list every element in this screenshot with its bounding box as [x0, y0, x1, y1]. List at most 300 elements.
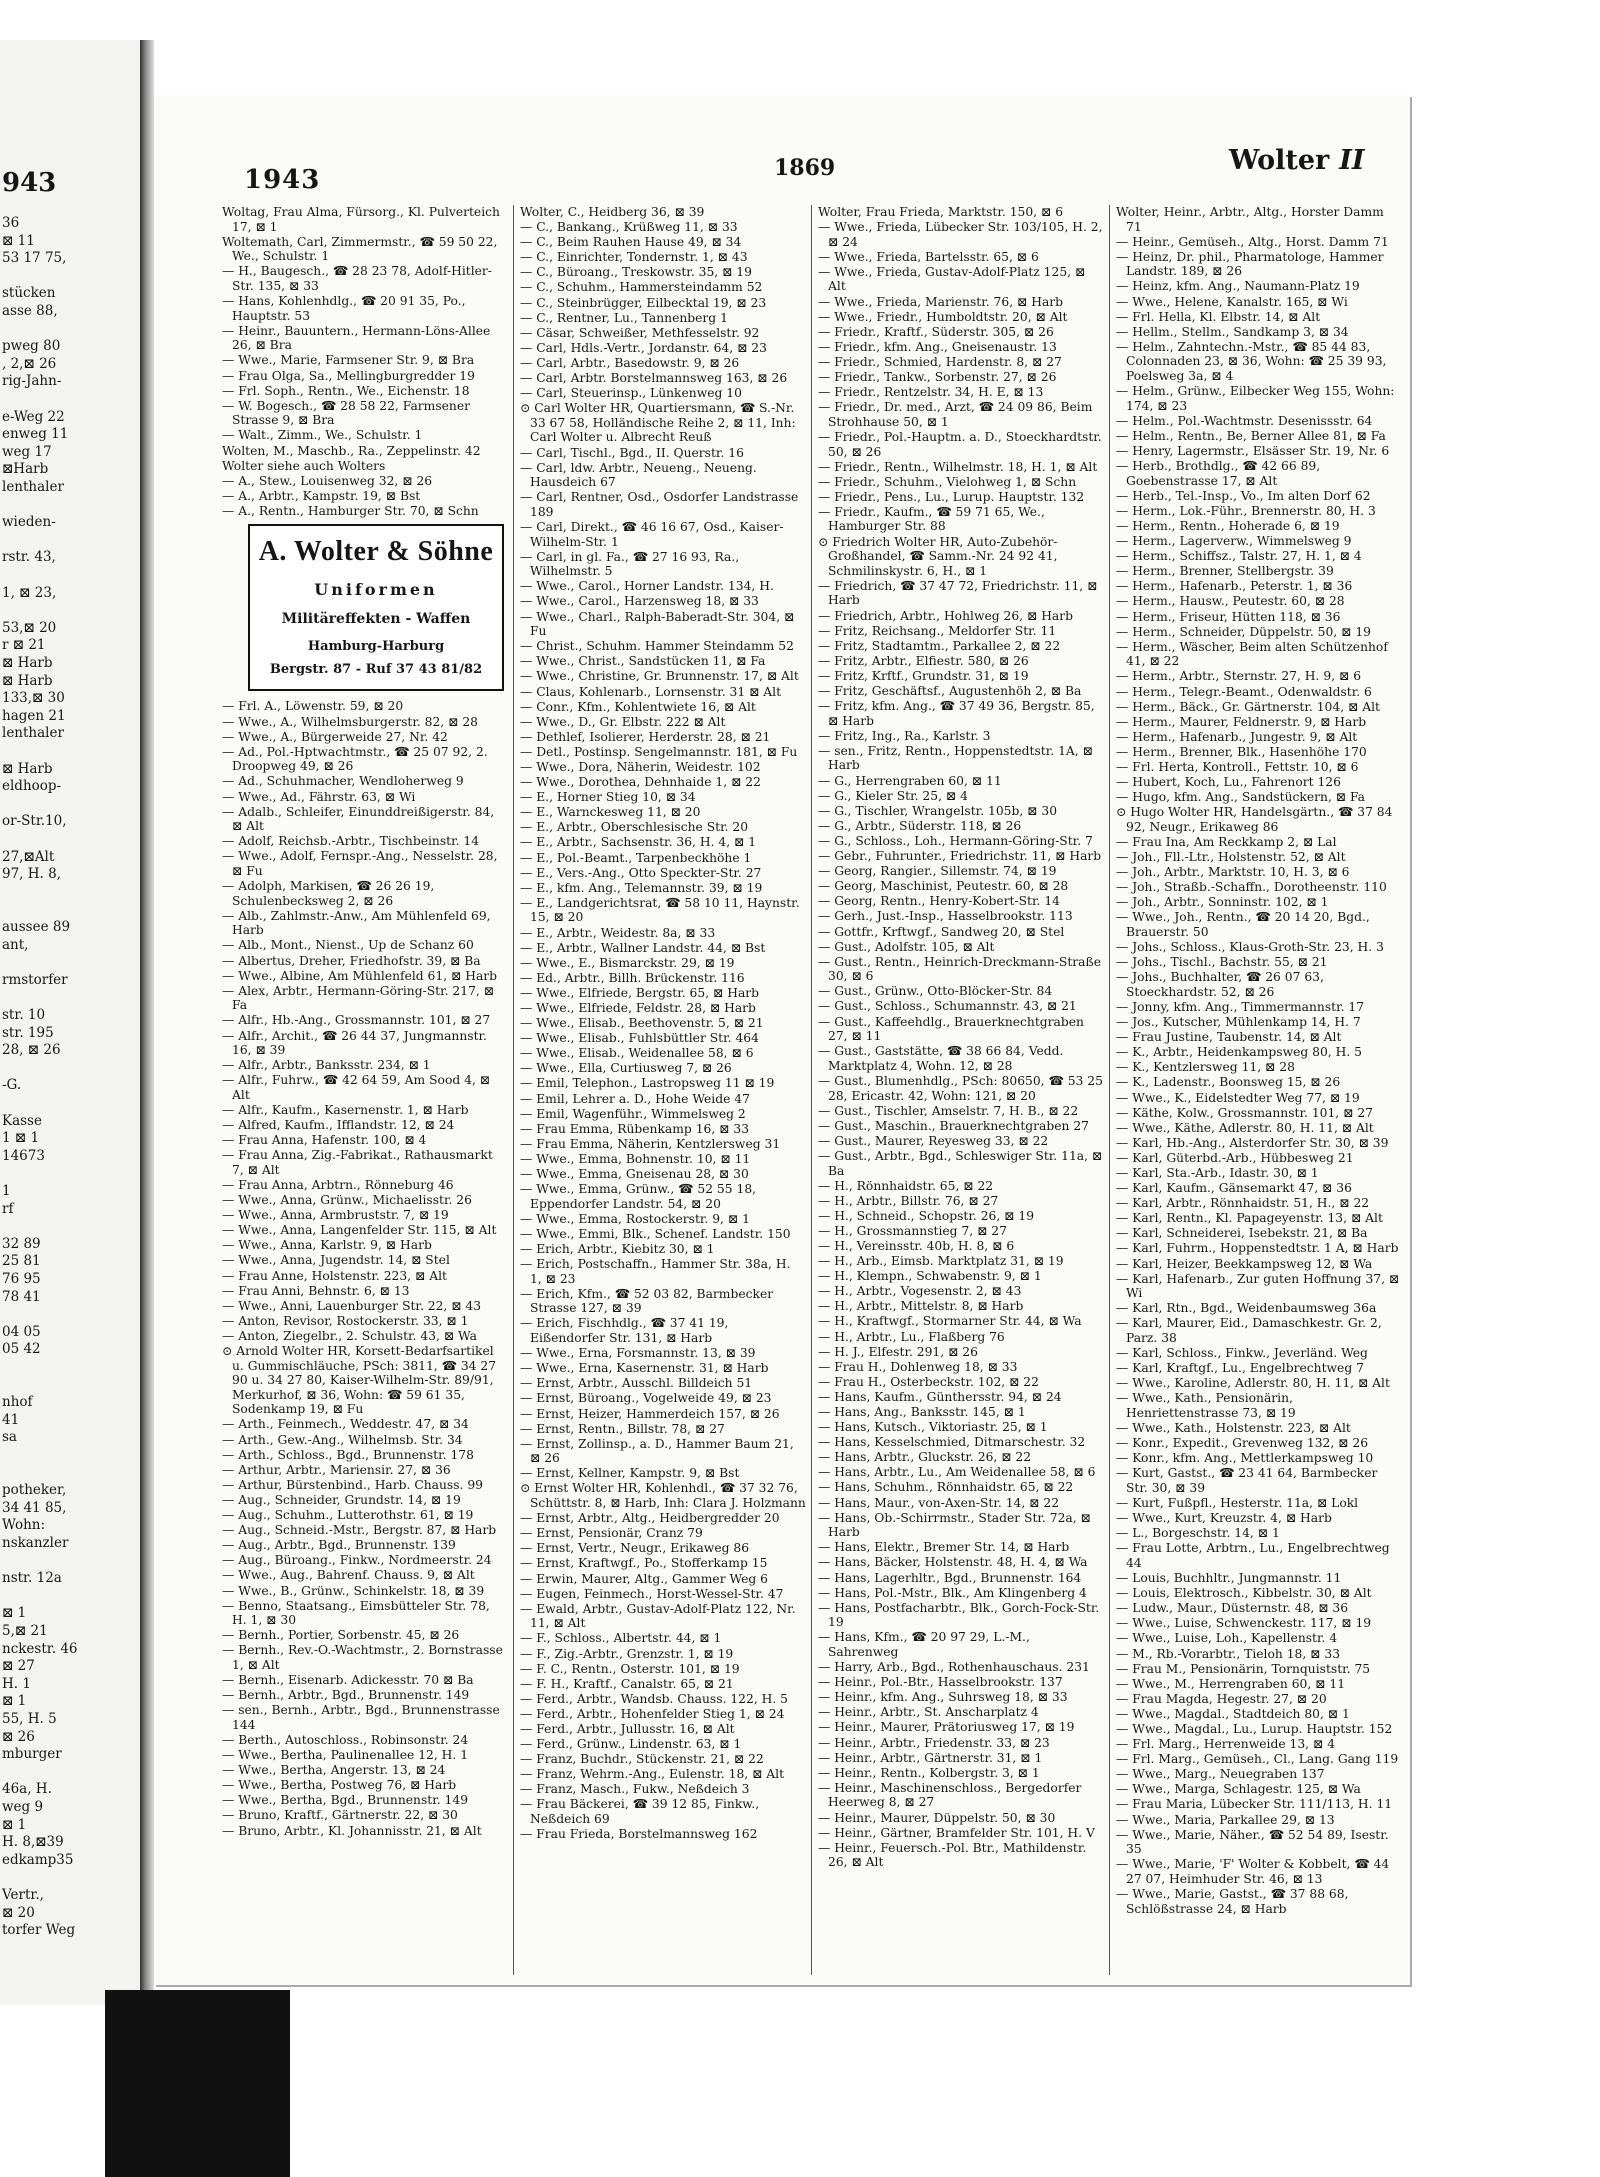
left-page-line: 1, ⊠ 23,: [2, 584, 57, 601]
directory-entry: — Wwe., Erna, Forsmannstr. 13, ⊠ 39: [520, 1346, 756, 1361]
directory-entry: — Jos., Kutscher, Mühlenkamp 14, H. 7: [1116, 1015, 1361, 1030]
directory-entry: — Hans, Ang., Banksstr. 145, ⊠ 1: [818, 1405, 1026, 1419]
directory-entry: — Frau Anna, Hafenstr. 100, ⊠ 4: [222, 1133, 427, 1148]
directory-entry: — F. C., Rentn., Osterstr. 101, ⊠ 19: [520, 1661, 740, 1676]
left-page-line: pweg 80: [2, 338, 61, 355]
directory-entry: — Alb., Zahlmstr.-Anw., Am Mühlenfeld 69, Harb: [222, 908, 491, 938]
directory-entry: — Emil, Telephon., Lastropsweg 11 ⊠ 19: [520, 1076, 775, 1091]
directory-entry: — E., Arbtr., Weidestr. 8a, ⊠ 33: [520, 925, 716, 940]
left-page-line: Vertr.,: [2, 1887, 44, 1903]
directory-entry: — sen., Bernh., Arbtr., Bgd., Brunnenstrasse 144: [222, 1703, 500, 1732]
directory-entry: — Frau Magda, Hegestr. 27, ⊠ 20: [1116, 1691, 1327, 1706]
left-page-line: ⊠ Harb: [2, 672, 53, 689]
left-page-line: 05 42: [2, 1341, 41, 1358]
directory-entry: ⊙ Arnold Wolter HR, Korsett-Bedarfsartikel u. Gummischläuche, PSch: 3811, ☎ 34 27 90 u. 34 27 80, Kaiser-Wilhelm-Str. 89/91, Merkurhof, ⊠ 36, Wohn: ☎ 59 61 35, Sodenkamp 19, ⊠ Fu: [222, 1344, 497, 1417]
left-page-line: ⊠ 26: [2, 1728, 35, 1745]
directory-entry: — Herm., Telegr.-Beamt., Odenwaldstr. 6: [1116, 684, 1372, 699]
directory-entry: — Erich, Arbtr., Kiebitz 30, ⊠ 1: [520, 1241, 715, 1256]
left-page-line: 34 41 85,: [2, 1499, 67, 1516]
directory-entry: — C., Beim Rauhen Hause 49, ⊠ 34: [520, 235, 742, 250]
directory-entry: — K., Kentzlersweg 11, ⊠ 28: [1116, 1060, 1295, 1075]
directory-entry: — Friedr., Pol.-Hauptm. a. D., Stoeckhardtstr. 50, ⊠ 26: [818, 429, 1102, 459]
directory-entry: — Heinr., Maschinenschloss., Bergedorfer Heerweg 8, ⊠ 27: [818, 1780, 1082, 1810]
directory-entry: — E., Horner Stieg 10, ⊠ 34: [520, 790, 696, 805]
directory-entry: — Herm., Wäscher, Beim alten Schützenhof 41, ⊠ 22: [1116, 639, 1388, 669]
directory-entry: — Arth., Gew.-Ang., Wilhelmsb. Str. 34: [222, 1432, 463, 1447]
left-page-line: stücken: [2, 285, 56, 302]
directory-entry: — C., Büroang., Treskowstr. 35, ⊠ 19: [520, 265, 752, 280]
directory-entry: Woltemath, Carl, Zimmermstr., ☎ 59 50 22, We., Schulstr. 1: [222, 234, 498, 264]
left-page-line: ⊠ 1: [2, 1605, 27, 1622]
directory-entry: — Frau H., Osterbeckstr. 102, ⊠ 22: [818, 1374, 1039, 1389]
directory-entry: — Carl, Steuerinsp., Lünkenweg 10: [520, 386, 742, 401]
directory-entry: — Karl, Güterbd.-Arb., Hübbesweg 21: [1116, 1150, 1354, 1165]
directory-entry: — Herm., Hausw., Peutestr. 60, ⊠ 28: [1116, 594, 1345, 609]
left-page-line: 32 89: [2, 1235, 41, 1252]
directory-entry: — Frau Anna, Zig.-Fabrikat., Rathausmarkt 7, ⊠ Alt: [222, 1148, 493, 1177]
directory-entry: — E., Warnckesweg 11, ⊠ 20: [520, 805, 701, 820]
directory-entry: — Ernst, Pensionär, Cranz 79: [520, 1526, 703, 1541]
directory-entry: — G., Tischler, Wrangelstr. 105b, ⊠ 30: [818, 803, 1058, 818]
directory-entry: — Ferd., Arbtr., Hohenfelder Stieg 1, ⊠ 24: [520, 1706, 785, 1721]
directory-entry: — Wwe., D., Gr. Elbstr. 222 ⊠ Alt: [520, 714, 726, 729]
directory-entry: — Jonny, kfm. Ang., Timmermannstr. 17: [1116, 999, 1365, 1014]
directory-entry: — Gust., Maschin., Brauerknechtgraben 27: [818, 1118, 1089, 1133]
directory-entry: — Alfr., Fuhrw., ☎ 42 64 59, Am Sood 4, ⊠ Alt: [222, 1073, 491, 1102]
directory-entry: — Helm., Rentn., Be, Berner Allee 81, ⊠ Fa: [1116, 428, 1386, 443]
directory-entry: — Frau Anne, Holstenstr. 223, ⊠ Alt: [222, 1268, 447, 1283]
directory-entry: Wolter, Frau Frieda, Marktstr. 150, ⊠ 6: [818, 205, 1064, 219]
running-head-name: Wolter: [1229, 145, 1330, 176]
column-1: [222, 205, 508, 1975]
directory-entry: — Wwe., Erna, Kasernenstr. 31, ⊠ Harb: [520, 1361, 769, 1376]
directory-entry: — Gebr., Fuhrunter., Friedrichstr. 11, ⊠ Harb: [818, 849, 1102, 864]
directory-entry: — Carl, Rentner, Osd., Osdorfer Landstrasse 189: [520, 490, 799, 519]
directory-entry: — Frau H., Dohlenweg 18, ⊠ 33: [818, 1359, 1018, 1374]
directory-entry: — Frl. Marg., Herrenweide 13, ⊠ 4: [1116, 1737, 1336, 1752]
left-page-line: nstr. 12a: [2, 1570, 62, 1587]
directory-entry: — Karl, Rentn., Kl. Papageyenstr. 13, ⊠ Alt: [1116, 1211, 1383, 1226]
directory-entry: — H. J., Elfestr. 291, ⊠ 26: [818, 1344, 978, 1359]
directory-entry: Wolter siehe auch Wolters: [222, 458, 386, 473]
directory-entry: — Helm., Zahntechn.-Mstr., ☎ 85 44 83, Colonnaden 23, ⊠ 36, Wohn: ☎ 25 39 93, Poelsweg 3a, ⊠ 4: [1116, 339, 1387, 384]
directory-entry: — Hans, Bäcker, Holstenstr. 48, H. 4, ⊠ Wa: [818, 1555, 1088, 1570]
directory-entry: — Gust., Schloss., Schumannstr. 43, ⊠ 21: [818, 999, 1077, 1014]
directory-entry: — Benno, Staatsang., Eimsbütteler Str. 78, H. 1, ⊠ 30: [222, 1598, 490, 1628]
left-page-line: rstr. 43,: [2, 549, 56, 566]
directory-entry: — H., Schneid., Schopstr. 26, ⊠ 19: [818, 1208, 1035, 1223]
directory-entry: — Aug., Schneid.-Mstr., Bergstr. 87, ⊠ Harb: [222, 1523, 497, 1538]
directory-entry: — Helm., Pol.-Wachtmstr. Desenissstr. 64: [1116, 413, 1373, 428]
directory-entry: — G., Kieler Str. 25, ⊠ 4: [818, 788, 968, 803]
directory-entry: — K., Arbtr., Heidenkampsweg 80, H. 5: [1116, 1045, 1362, 1060]
directory-entry: — Alex, Arbtr., Hermann-Göring-Str. 217, ⊠ Fa: [222, 983, 495, 1013]
directory-entry: — E., Vers.-Ang., Otto Speckter-Str. 27: [520, 865, 762, 880]
directory-entry: — Wwe., Aug., Bahrenf. Chauss. 9, ⊠ Alt: [222, 1568, 475, 1583]
directory-entry: — Wwe., Christine, Gr. Brunnenstr. 17, ⊠ Alt: [520, 669, 799, 684]
left-page-line: rmstorfer: [2, 971, 68, 988]
directory-entry: — Heinr., Bauuntern., Hermann-Löns-Allee 26, ⊠ Bra: [222, 323, 491, 353]
directory-entry: — Kurt, Gastst., ☎ 23 41 64, Barmbecker Str. 30, ⊠ 39: [1116, 1466, 1378, 1495]
directory-entry: — Erwin, Maurer, Altg., Gammer Weg 6: [520, 1571, 769, 1586]
directory-entry: — Friedr., Dr. med., Arzt, ☎ 24 09 86, Beim Strohhause 50, ⊠ 1: [818, 400, 1093, 429]
directory-entry: — H., Arbtr., Mittelstr. 8, ⊠ Harb: [818, 1299, 1024, 1314]
directory-entry: — Wwe., Frieda, Marienstr. 76, ⊠ Harb: [818, 294, 1064, 309]
directory-entry: — Frau Emma, Näherin, Kentzlersweg 31: [520, 1136, 781, 1151]
left-page-line: 27,⊠Alt: [2, 848, 55, 865]
left-page-line: ⊠ Harb: [2, 655, 53, 671]
directory-entry: — Friedr., Rentzelstr. 34, H. E, ⊠ 13: [818, 385, 1044, 400]
directory-entry: — Frl. Herta, Kontroll., Fettstr. 10, ⊠ 6: [1116, 759, 1359, 774]
directory-entry: — Emil, Wagenführ., Wimmelsweg 2: [520, 1106, 746, 1121]
directory-entry: — Joh., Straßb.-Schaffn., Dorotheenstr. 110: [1116, 880, 1387, 895]
directory-entry: — Ferd., Arbtr., Jullusstr. 16, ⊠ Alt: [520, 1721, 735, 1736]
left-page-line: sa: [2, 1429, 17, 1446]
directory-entry: — Emil, Lehrer a. D., Hohe Weide 47: [520, 1091, 750, 1106]
directory-entry: — A., Rentn., Hamburger Str. 70, ⊠ Schn: [222, 503, 479, 518]
directory-entry: — Gust., Arbtr., Bgd., Schleswiger Str. 11a, ⊠ Ba: [818, 1148, 1103, 1178]
directory-entry: — Hans, Kfm., ☎ 20 97 29, L.-M., Sahrenweg: [818, 1630, 1030, 1659]
directory-entry: — Herm., Schneider, Düppelstr. 50, ⊠ 19: [1116, 624, 1371, 639]
left-page-line: lenthaler: [2, 479, 64, 495]
directory-entry: — Wwe., Marg., Neuegraben 137: [1116, 1767, 1325, 1782]
directory-entry: — Gottfr., Krftwgf., Sandweg 20, ⊠ Stel: [818, 924, 1065, 939]
directory-entry: — Frau Olga, Sa., Mellingburgredder 19: [222, 368, 475, 383]
directory-entry: — Heinr., Rentn., Kolbergstr. 3, ⊠ 1: [818, 1765, 1040, 1780]
directory-entry: — Wwe., Adolf, Fernspr.-Ang., Nesselstr. 28, ⊠ Fu: [222, 849, 498, 878]
directory-entry: — Fritz, Ing., Ra., Karlstr. 3: [818, 728, 991, 743]
directory-entry: — Hans, Pol.-Mstr., Blk., Am Klingenberg 4: [818, 1585, 1087, 1600]
left-page-line: nskanzler: [2, 1535, 69, 1551]
directory-entry: — Gust., Blumenhdlg., PSch: 80650, ☎ 53 25 28, Ericastr. 42, Wohn: 121, ⊠ 20: [818, 1073, 1103, 1103]
left-page-year: 943: [2, 168, 57, 198]
column-3: [818, 205, 1104, 1975]
directory-entry: — H., Arb., Eimsb. Marktplatz 31, ⊠ 19: [818, 1254, 1064, 1269]
directory-entry: — Friedr., kfm. Ang., Gneisenaustr. 13: [818, 339, 1057, 354]
directory-entry: — Erich, Kfm., ☎ 52 03 82, Barmbecker Strasse 127, ⊠ 39: [520, 1286, 774, 1316]
directory-entry: — Herb., Brothdlg., ☎ 42 66 89, Goebenstrasse 17, ⊠ Alt: [1116, 459, 1321, 488]
directory-entry: — Wwe., Bertha, Paulinenallee 12, H. 1: [222, 1748, 469, 1763]
directory-entry: — Cäsar, Schweißer, Methfesselstr. 92: [520, 325, 760, 340]
directory-entry: — A., Stew., Louisenweg 32, ⊠ 26: [222, 473, 433, 488]
directory-entry: — Heinr., Pol.-Btr., Hasselbrookstr. 137: [818, 1675, 1063, 1690]
directory-entry: — Wwe., Anna, Karlstr. 9, ⊠ Harb: [222, 1238, 432, 1253]
directory-entry: — Friedrich, Arbtr., Hohlweg 26, ⊠ Harb: [818, 608, 1074, 623]
left-page-line: -G.: [2, 1077, 22, 1094]
directory-entry: — Wwe., Dorothea, Dehnhaide 1, ⊠ 22: [520, 775, 761, 790]
directory-entry: — Wwe., Dora, Näherin, Weidestr. 102: [520, 759, 761, 774]
directory-entry: — Carl, Arbtr. Borstelmannsweg 163, ⊠ 26: [520, 371, 788, 386]
directory-entry: — Wwe., Frieda, Gustav-Adolf-Platz 125, ⊠ Alt: [818, 264, 1086, 294]
directory-entry: — Herm., Arbtr., Sternstr. 27, H. 9, ⊠ 6: [1116, 669, 1362, 684]
directory-entry: — Kurt, Fußpfl., Hesterstr. 11a, ⊠ Lokl: [1116, 1496, 1359, 1511]
directory-entry: — Fritz, Reichsang., Meldorfer Str. 11: [818, 623, 1057, 638]
directory-entry: — Heinz, kfm. Ang., Naumann-Platz 19: [1116, 279, 1360, 294]
directory-entry: — Joh., Arbtr., Sonninstr. 102, ⊠ 1: [1116, 895, 1329, 910]
directory-entry: — Heinr., Arbtr., Gärtnerstr. 31, ⊠ 1: [818, 1750, 1043, 1765]
directory-entry: — Wwe., Emma, Rostockerstr. 9, ⊠ 1: [520, 1211, 750, 1226]
directory-entry: — Friedr., Schmied, Hardenstr. 8, ⊠ 27: [818, 354, 1062, 369]
directory-entry: — Frau Frieda, Borstelmannsweg 162: [520, 1827, 758, 1842]
directory-entry: — Karl, Kaufm., Gänsemarkt 47, ⊠ 36: [1116, 1181, 1352, 1196]
directory-entry: — Franz, Masch., Fukw., Neßdeich 3: [520, 1782, 750, 1797]
directory-entry: — Bernh., Eisenarb. Adickesstr. 70 ⊠ Ba: [222, 1673, 474, 1688]
directory-entry: — Gust., Gaststätte, ☎ 38 66 84, Vedd. Marktplatz 4, Wohn. 12, ⊠ 28: [818, 1044, 1064, 1073]
directory-entry: — Conr., Kfm., Kohlentwiete 16, ⊠ Alt: [520, 699, 756, 714]
directory-entry: — Bernh., Portier, Sorbenstr. 45, ⊠ 26: [222, 1628, 460, 1643]
directory-entry: — Heinz, Dr. phil., Pharmatologe, Hammer Landstr. 189, ⊠ 26: [1116, 249, 1384, 279]
directory-entry: — Dethlef, Isolierer, Herderstr. 28, ⊠ 21: [520, 729, 771, 744]
left-page-line: aussee 89: [2, 919, 71, 935]
left-page-line: 14673: [2, 1147, 45, 1164]
directory-entry: — Wwe., M., Herrengraben 60, ⊠ 11: [1116, 1676, 1346, 1691]
directory-entry: — C., Einrichter, Tondernstr. 1, ⊠ 43: [520, 250, 748, 265]
directory-entry: — Ernst, Zollinsp., a. D., Hammer Baum 21, ⊠ 26: [520, 1436, 794, 1466]
directory-entry: — Herm., Friseur, Hütten 118, ⊠ 36: [1116, 609, 1341, 624]
directory-entry: — Gust., Rentn., Heinrich-Dreckmann-Straße 30, ⊠ 6: [818, 954, 1102, 984]
directory-entry: — Frau Maria, Lübecker Str. 111/113, H. 11: [1116, 1797, 1393, 1812]
directory-entry: — Gust., Adolfstr. 105, ⊠ Alt: [818, 939, 995, 954]
directory-entry: — Wwe., Joh., Rentn., ☎ 20 14 20, Bgd., Brauerstr. 50: [1116, 910, 1370, 939]
directory-entry: — Carl, Arbtr., Basedowstr. 9, ⊠ 26: [520, 355, 740, 370]
left-page-line: str. 195: [2, 1024, 54, 1041]
directory-entry: — E., Landgerichtsrat, ☎ 58 10 11, Haynstr. 15, ⊠ 20: [520, 895, 800, 925]
directory-entry: — Friedr., Tankw., Sorbenstr. 27, ⊠ 26: [818, 370, 1057, 385]
directory-entry: — Johs., Buchhalter, ☎ 26 07 63, Stoeckhardstr. 52, ⊠ 26: [1116, 970, 1324, 999]
directory-entry: — H., Arbtr., Vogesenstr. 2, ⊠ 43: [818, 1284, 1022, 1299]
directory-entry: — Wwe., Marie, Farmsener Str. 9, ⊠ Bra: [222, 353, 475, 368]
directory-entry: — Georg, Maschinist, Peutestr. 60, ⊠ 28: [818, 879, 1069, 894]
directory-entry: — Louis, Buchhltr., Jungmannstr. 11: [1116, 1571, 1342, 1586]
directory-entry: — Ewald, Arbtr., Gustav-Adolf-Platz 122, Nr. 11, ⊠ Alt: [520, 1601, 796, 1631]
directory-entry: — Ernst, Arbtr., Ausschl. Billdeich 51: [520, 1376, 753, 1391]
directory-entry: — Heinr., kfm. Ang., Suhrsweg 18, ⊠ 33: [818, 1690, 1068, 1705]
left-page-line: ⊠ Harb: [2, 760, 53, 777]
directory-entry: — Alfr., Archit., ☎ 26 44 37, Jungmannstr. 16, ⊠ 39: [222, 1028, 487, 1058]
directory-entry: — Hubert, Koch, Lu., Fahrenort 126: [1116, 775, 1341, 790]
directory-entry: — Wwe., Anna, Jugendstr. 14, ⊠ Stel: [222, 1253, 450, 1268]
directory-entry: — Hans, Maur., von-Axen-Str. 14, ⊠ 22: [818, 1495, 1060, 1510]
left-page-line: rf: [2, 1200, 14, 1217]
directory-entry: — Bernh., Arbtr., Bgd., Brunnenstr. 149: [222, 1688, 470, 1703]
directory-entry: — Erich, Fischhdlg., ☎ 37 41 19, Eißendorfer Str. 131, ⊠ Harb: [520, 1316, 729, 1346]
directory-entry: ⊙ Friedrich Wolter HR, Auto-Zubehör-Großhandel, ☎ Samm.-Nr. 24 92 41, Schmilinskystr. 6, H., ⊠ 1: [818, 534, 1058, 578]
directory-entry: — Hans, Kaufm., Günthersstr. 94, ⊠ 24: [818, 1389, 1062, 1404]
directory-entry: Wolten, M., Maschb., Ra., Zeppelinstr. 42: [222, 443, 481, 458]
directory-entry: — C., Steinbrügger, Eilbecktal 19, ⊠ 23: [520, 295, 767, 310]
directory-entry: — Herm., Maurer, Feldnerstr. 9, ⊠ Harb: [1116, 714, 1367, 729]
directory-entry: — Frl. Hella, Kl. Elbstr. 14, ⊠ Alt: [1116, 309, 1321, 324]
directory-entry: — Wwe., Ad., Fährstr. 63, ⊠ Wi: [222, 789, 416, 804]
directory-entry: Woltag, Frau Alma, Fürsorg., Kl. Pulverteich 17, ⊠ 1: [222, 205, 500, 234]
ad-line-city: Hamburg-Harburg: [307, 639, 445, 655]
page-number: 1869: [774, 155, 836, 181]
directory-entry: — Gust., Kaffeehdlg., Brauerknechtgraben 27, ⊠ 11: [818, 1014, 1084, 1044]
directory-entry: — Hans, Postfacharbtr., Blk., Gorch-Fock-Str. 19: [818, 1600, 1100, 1630]
left-page-line: weg 17: [2, 443, 52, 460]
directory-entry: — H., Rönnhaidstr. 65, ⊠ 22: [818, 1178, 994, 1193]
left-page-line: ⊠ 1: [2, 1816, 27, 1833]
directory-entry: — Wwe., Helene, Kanalstr. 165, ⊠ Wi: [1116, 294, 1348, 309]
directory-entry: — Henry, Lagermstr., Elsässer Str. 19, Nr. 6: [1116, 444, 1390, 458]
directory-entry: — Alfr., Kaufm., Kasernenstr. 1, ⊠ Harb: [222, 1103, 469, 1117]
directory-entry: — Friedr., Schuhm., Vielohweg 1, ⊠ Schn: [818, 474, 1077, 489]
directory-entry: — Hans, Kesselschmied, Ditmarschestr. 32: [818, 1435, 1086, 1450]
directory-entry: — Heinr., Arbtr., Friedenstr. 33, ⊠ 23: [818, 1735, 1050, 1750]
directory-entry: — Fritz, Stadtamtm., Parkallee 2, ⊠ 22: [818, 638, 1061, 653]
directory-entry: — Carl, Hdls.-Vertr., Jordanstr. 64, ⊠ 23: [520, 340, 767, 355]
left-page-line: r ⊠ 21: [2, 637, 46, 654]
left-page-line: nckestr. 46: [2, 1640, 78, 1657]
directory-entry: — Herm., Hafenarb., Jungestr. 9, ⊠ Alt: [1116, 729, 1358, 744]
left-page-line: ⊠ 20: [2, 1904, 35, 1921]
directory-entry: — Harry, Arb., Bgd., Rothenhauschaus. 231: [818, 1660, 1090, 1675]
directory-entry: Wolter, C., Heidberg 36, ⊠ 39: [520, 205, 705, 219]
directory-entry: — Frau Anna, Arbtrn., Rönneburg 46: [222, 1177, 454, 1192]
left-page-line: Wohn:: [2, 1517, 46, 1534]
advertisement-box: [248, 524, 504, 691]
directory-entry: — H., Arbtr., Billstr. 76, ⊠ 27: [818, 1193, 999, 1208]
directory-entry: — Heinr., Feuersch.-Pol. Btr., Mathildenstr. 26, ⊠ Alt: [818, 1840, 1087, 1870]
directory-entry: — Anton, Revisor, Rostockerstr. 33, ⊠ 1: [222, 1313, 469, 1328]
directory-entry: — Ad., Pol.-Hptwachtmstr., ☎ 25 07 92, 2. Droopweg 49, ⊠ 26: [222, 744, 488, 774]
directory-entry: — E., Arbtr., Wallner Landstr. 44, ⊠ Bst: [520, 940, 766, 955]
directory-entry: — M., Rb.-Vorarbtr., Tieloh 18, ⊠ 33: [1116, 1646, 1341, 1661]
directory-entry: — Alfr., Hb.-Ang., Grossmannstr. 101, ⊠ 27: [222, 1013, 491, 1028]
left-page-line: edkamp35: [2, 1851, 74, 1868]
directory-entry: — Wwe., A., Wilhelmsburgerstr. 82, ⊠ 28: [222, 714, 478, 729]
directory-entry: — Gerh., Just.-Insp., Hasselbrookstr. 113: [818, 909, 1073, 924]
directory-entry: — Karl, Schloss., Finkw., Jeverländ. Weg: [1116, 1346, 1368, 1361]
directory-entry: — Wwe., Anna, Langenfelder Str. 115, ⊠ Alt: [222, 1223, 497, 1238]
directory-entry: — Albertus, Dreher, Friedhofstr. 39, ⊠ Ba: [222, 953, 481, 968]
directory-entry: — Frau Anni, Behnstr. 6, ⊠ 13: [222, 1283, 410, 1298]
directory-entry: — Wwe., Elisab., Beethovenstr. 5, ⊠ 21: [520, 1016, 764, 1031]
directory-entry: — Karl, Heizer, Beekkampsweg 12, ⊠ Wa: [1116, 1256, 1373, 1271]
left-page-line: 04 05: [2, 1323, 41, 1340]
directory-entry: — F., Schloss., Albertstr. 44, ⊠ 1: [520, 1631, 722, 1646]
directory-entry: ⊙ Hugo Wolter HR, Handelsgärtn., ☎ 37 84 92, Neugr., Erikaweg 86: [1116, 805, 1393, 834]
directory-entry: — Friedr., Pens., Lu., Lurup. Hauptstr. 132: [818, 489, 1085, 504]
directory-entry: — Frl. A., Löwenstr. 59, ⊠ 20: [222, 699, 404, 714]
directory-entry: — Arthur, Bürstenbind., Harb. Chauss. 99: [222, 1477, 483, 1492]
directory-entry: — W. Bogesch., ☎ 28 58 22, Farmsener Strasse 9, ⊠ Bra: [222, 398, 470, 428]
directory-entry: — Frau Emma, Rübenkamp 16, ⊠ 33: [520, 1121, 750, 1136]
directory-entry: — Frau Lotte, Arbtrn., Lu., Engelbrechtweg 44: [1116, 1541, 1390, 1570]
left-page-line: 53,⊠ 20: [2, 619, 57, 636]
directory-entry: — Hans, Arbtr., Lu., Am Weidenallee 58, ⊠ 6: [818, 1465, 1096, 1480]
directory-entry: — Claus, Kohlenarb., Lornsenstr. 31 ⊠ Alt: [520, 684, 782, 699]
directory-entry: — C., Rentner, Lu., Tannenberg 1: [520, 310, 728, 325]
directory-entry: — Wwe., Anna, Grünw., Michaelisstr. 26: [222, 1193, 472, 1208]
directory-entry: — Arth., Schloss., Bgd., Brunnenstr. 178: [222, 1447, 474, 1462]
directory-entry: — Bruno, Arbtr., Kl. Johannisstr. 21, ⊠ Alt: [222, 1823, 482, 1838]
directory-entry: — Frau Justine, Taubenstr. 14, ⊠ Alt: [1116, 1030, 1342, 1045]
directory-entry: — Wwe., Elfriede, Bergstr. 65, ⊠ Harb: [520, 985, 760, 1000]
directory-entry: — Arth., Feinmech., Weddestr. 47, ⊠ 34: [222, 1417, 469, 1432]
directory-entry: — Wwe., Bertha, Bgd., Brunnenstr. 149: [222, 1793, 469, 1808]
left-page-line: H. 1: [2, 1675, 31, 1692]
running-head: [1229, 145, 1365, 176]
directory-entry: — Karl, Schneiderei, Isebekstr. 21, ⊠ Ba: [1116, 1226, 1368, 1241]
directory-entry: — E., kfm. Ang., Telemannstr. 39, ⊠ 19: [520, 880, 763, 895]
directory-entry: — Christ., Schuhm. Hammer Steindamm 52: [520, 639, 794, 654]
directory-entry: — Wwe., Marie, Gastst., ☎ 37 88 68, Schlößstrasse 24, ⊠ Harb: [1116, 1887, 1349, 1916]
left-page-line: 41: [2, 1411, 20, 1428]
directory-entry: — Gust., Maurer, Reyesweg 33, ⊠ 22: [818, 1133, 1049, 1148]
directory-entry: — Ernst, Kellner, Kampstr. 9, ⊠ Bst: [520, 1466, 740, 1481]
directory-entry: — Frl. Soph., Rentn., We., Eichenstr. 18: [222, 383, 470, 398]
directory-entry: — Friedrich, ☎ 37 47 72, Friedrichstr. 11, ⊠ Harb: [818, 578, 1098, 608]
directory-entry: — Heinr., Maurer, Prätoriusweg 17, ⊠ 19: [818, 1720, 1075, 1735]
directory-entry: — Fritz, kfm. Ang., ☎ 37 49 36, Bergstr. 85, ⊠ Harb: [818, 699, 1095, 728]
directory-entry: — Wwe., Emmi, Blk., Schenef. Landstr. 150: [520, 1226, 791, 1241]
directory-entry: — Anton, Ziegelbr., 2. Schulstr. 43, ⊠ Wa: [222, 1328, 477, 1343]
directory-entry: — Detl., Postinsp. Sengelmannstr. 181, ⊠ Fu: [520, 744, 798, 759]
directory-entry: — Walt., Zimm., We., Schulstr. 1: [222, 428, 423, 443]
directory-entry: — H., Vereinsstr. 40b, H. 8, ⊠ 6: [818, 1238, 1015, 1253]
directory-entry: — Hans, Kutsch., Viktoriastr. 25, ⊠ 1: [818, 1420, 1048, 1435]
directory-entry: — Käthe, Kolw., Grossmannstr. 101, ⊠ 27: [1116, 1105, 1373, 1120]
left-page-line: ⊠ 1: [2, 1693, 27, 1710]
directory-entry: — H., Klempn., Schwabenstr. 9, ⊠ 1: [818, 1269, 1042, 1284]
directory-entry: — G., Schloss., Loh., Hermann-Göring-Str. 7: [818, 833, 1093, 848]
directory-entry: — Frau Ina, Am Reckkamp 2, ⊠ Lal: [1116, 834, 1337, 849]
directory-entry: — Adolf, Reichsb.-Arbtr., Tischbeinstr. 14: [222, 834, 480, 849]
directory-entry: — Wwe., Bertha, Angerstr. 13, ⊠ 24: [222, 1763, 446, 1778]
left-page-line: H. 8,⊠39: [2, 1834, 64, 1851]
directory-entry: — Wwe., Frieda, Lübecker Str. 103/105, H. 2, ⊠ 24: [818, 220, 1103, 249]
directory-entry: — Heinr., Maurer, Düppelstr. 50, ⊠ 30: [818, 1810, 1056, 1825]
directory-entry: — Herb., Tel.-Insp., Vo., Im alten Dorf 62: [1116, 488, 1371, 503]
directory-entry: — Ed., Arbtr., Billh. Brückenstr. 116: [520, 970, 745, 985]
directory-entry: — Wwe., Carol., Horner Landstr. 134, H.: [520, 579, 774, 594]
directory-entry: — Carl, Direkt., ☎ 46 16 67, Osd., Kaiser-Wilhelm-Str. 1: [520, 519, 784, 549]
directory-entry: — H., Arbtr., Lu., Flaßberg 76: [818, 1329, 1005, 1344]
directory-entry: — G., Arbtr., Süderstr. 118, ⊠ 26: [818, 818, 1022, 833]
left-page-line: lenthaler: [2, 725, 64, 742]
directory-entry: — E., Arbtr., Oberschlesische Str. 20: [520, 820, 749, 835]
directory-entry: — Aug., Büroang., Finkw., Nordmeerstr. 24: [222, 1553, 492, 1568]
directory-entry: — Wwe., Frieda, Bartelsstr. 65, ⊠ 6: [818, 249, 1039, 264]
directory-entry: ⊙ Carl Wolter HR, Quartiersmann, ☎ S.-Nr. 33 67 58, Holländische Reihe 2, ⊠ 11, Inh: Carl Wolter u. Albrecht Reuß: [520, 401, 796, 445]
directory-entry: — Alfred, Kaufm., Ifflandstr. 12, ⊠ 24: [222, 1118, 455, 1133]
ad-line-address: Bergstr. 87 - Ruf 37 43 81/82: [269, 662, 483, 678]
directory-entry: — Carl, ldw. Arbtr., Neueng., Neueng. Hausdeich 67: [520, 460, 757, 490]
directory-entry: — Johs., Schloss., Klaus-Groth-Str. 23, H. 3: [1116, 940, 1384, 955]
directory-entry: — Heinr., Gemüseh., Altg., Horst. Damm 71: [1116, 234, 1389, 249]
directory-entry: — Hans, Kohlenhdlg., ☎ 20 91 35, Po., Hauptstr. 53: [222, 294, 466, 323]
left-page-line: 5,⊠ 21: [2, 1623, 48, 1639]
directory-entry: — Ad., Schuhmacher, Wendloherweg 9: [222, 774, 464, 789]
directory-entry: — Wwe., Kath., Pensionärin, Henriettenstrasse 73, ⊠ 19: [1116, 1391, 1296, 1420]
directory-entry: — Joh., Fll.-Ltr., Holstenstr. 52, ⊠ Alt: [1116, 850, 1346, 865]
directory-entry: — E., Arbtr., Sachsenstr. 36, H. 4, ⊠ 1: [520, 835, 757, 850]
directory-entry: — Hans, Ob.-Schirrmstr., Stader Str. 72a, ⊠ Harb: [818, 1510, 1091, 1540]
directory-entry: — Franz, Buchdr., Stückenstr. 21, ⊠ 22: [520, 1752, 764, 1767]
directory-entry: — Wwe., Marie, Näher., ☎ 52 54 89, Isestr. 35: [1116, 1827, 1389, 1857]
directory-entry: — Wwe., Christ., Sandstücken 11, ⊠ Fa: [520, 654, 766, 669]
left-page-line: 76 95: [2, 1271, 41, 1287]
directory-entry: — Aug., Schuhm., Lutterothstr. 61, ⊠ 19: [222, 1508, 474, 1523]
directory-entry: — Konr., Expedit., Grevenweg 132, ⊠ 26: [1116, 1436, 1369, 1451]
left-page-line: ⊠ 11: [2, 232, 35, 249]
directory-entry: — Ludw., Maur., Düsternstr. 48, ⊠ 36: [1116, 1601, 1349, 1616]
directory-entry: — Hugo, kfm. Ang., Sandstückern, ⊠ Fa: [1116, 790, 1366, 805]
directory-entry: — Bernh., Rev.-O.-Wachtmstr., 2. Bornstrasse 1, ⊠ Alt: [222, 1643, 503, 1672]
directory-entry: — Karl, Kraftgf., Lu., Engelbrechtweg 7: [1116, 1361, 1364, 1376]
left-page-line: ⊠ 27: [2, 1658, 35, 1675]
